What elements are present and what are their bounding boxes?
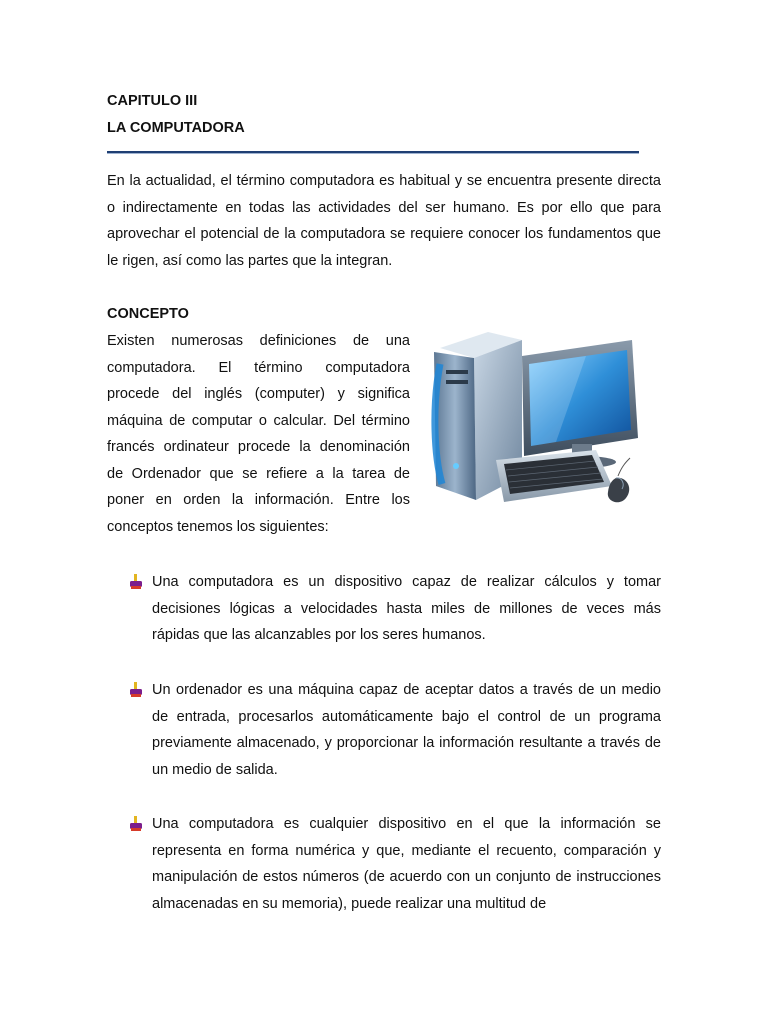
desktop-computer-illustration [426, 326, 648, 522]
pointing-hand-bullet-icon [129, 682, 143, 698]
intro-paragraph: En la actualidad, el término computadora es habitual y se encuentra presente directa o indirectamente en todas las actividades del ser humano. Es por ello que para aprovechar el potencial de la computadora se requiere conocer los fundamentos que le rigen, así como las partes que la integran. [107, 173, 661, 269]
list-item [129, 811, 661, 917]
list-item-text: Una computadora es cualquier dispositivo en el que la información se representa en forma numérica y que, mediante el recuento, comparación y manipulación de estos números (de acuerdo con un conjunto de instrucciones almacenadas en su memoria), puede realizar una multitud de [152, 816, 661, 912]
list-item [129, 569, 661, 649]
pointing-hand-bullet-icon [129, 574, 143, 590]
pointing-hand-bullet-icon [129, 816, 143, 832]
list-item-text: Una computadora es un dispositivo capaz de realizar cálculos y tomar decisiones lógicas a velocidades hasta miles de millones de veces más rápidas que las alcanzables por los seres humanos. [152, 574, 661, 643]
list-item [129, 677, 661, 783]
chapter-title: LA COMPUTADORA [107, 120, 245, 136]
concept-paragraph: Existen numerosas definiciones de una computadora. El término computadora procede del inglés (computer) y significa máquina de computar o calcular. Del término francés ordinateur procede la denominación de Ordenador que se refiere a la tarea de poner en orden la información. Entre los conceptos tenemos los siguientes: [107, 333, 410, 535]
chapter-number: CAPITULO III [107, 93, 198, 109]
monitor [522, 340, 638, 468]
list-item-text: Un ordenador es una máquina capaz de aceptar datos a través de un medio de entrada, procesarlos automáticamente bajo el control de un programa previamente almacenado, y proporcionar la información resultante a través de un medio de salida. [152, 682, 661, 778]
title-divider [107, 151, 639, 153]
section-heading: CONCEPTO [107, 306, 189, 322]
